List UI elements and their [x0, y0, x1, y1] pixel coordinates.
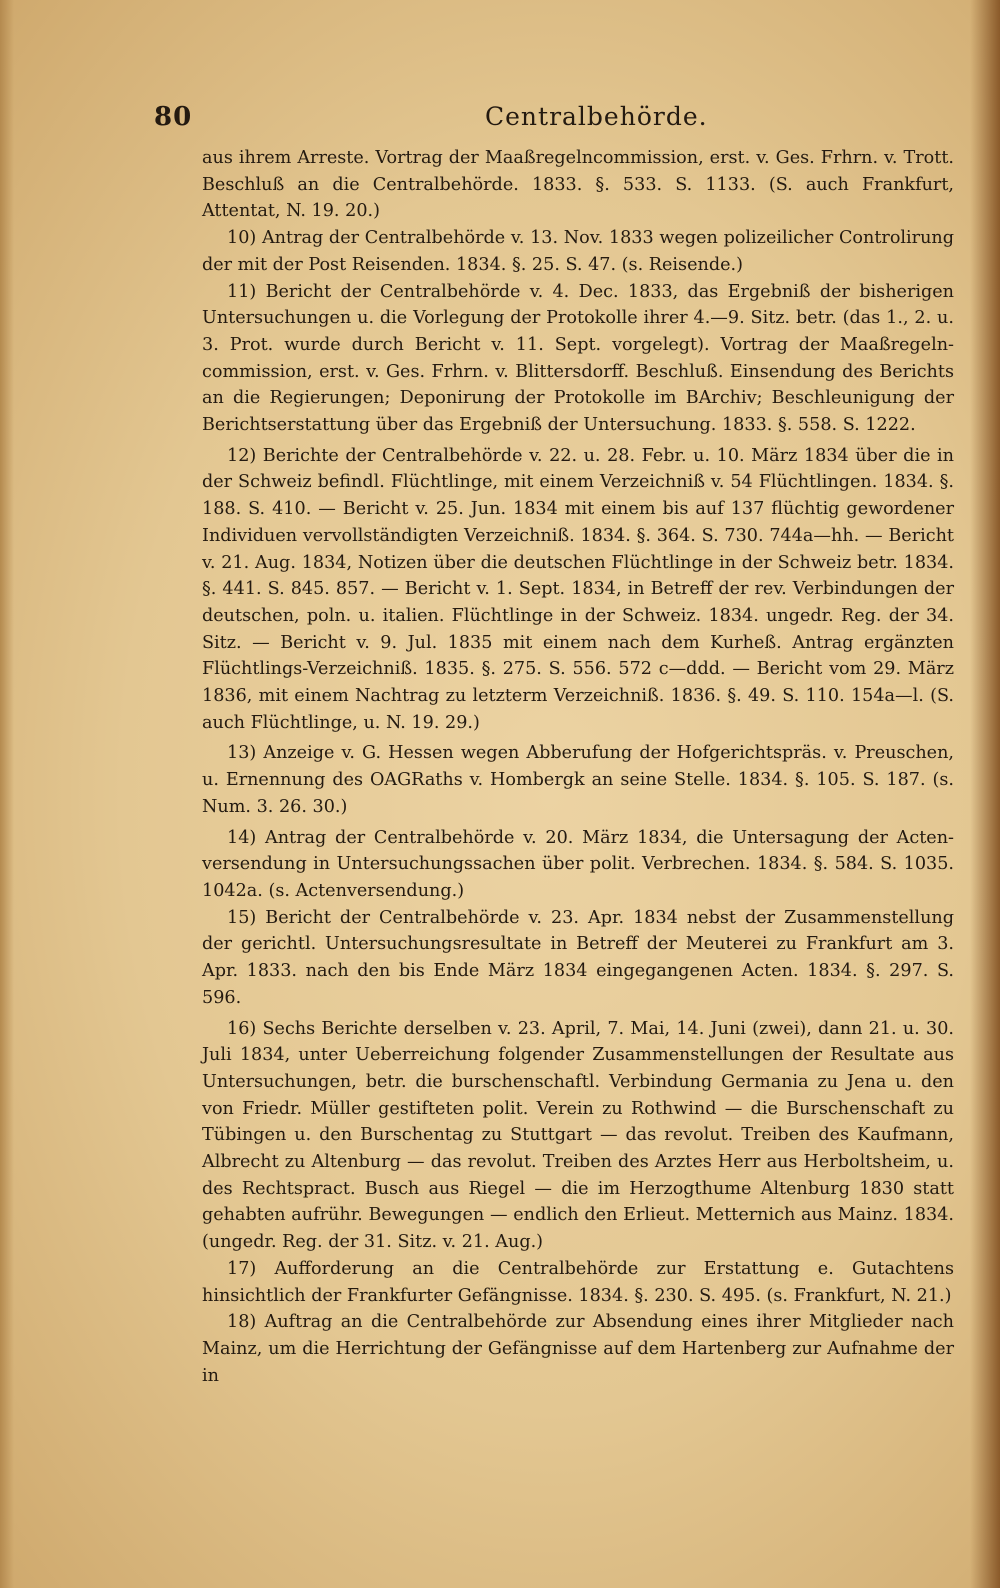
- entry-14: 14) Antrag der Centralbehörde v. 20. März 1834, die Untersagung der Acten-versendung in Untersuchungssachen über polit. Verbrechen. 1834. §. 584. S. 1035. 1042a. (s. Actenversendung.): [202, 827, 954, 901]
- entry-18: 18) Auftrag an die Centralbehörde zur Absendung eines ihrer Mitglieder nach Mainz, um die Herrichtung der Gefängnisse auf dem Hartenberg zur Aufnahme der in: [202, 1312, 954, 1386]
- entry-12: 12) Berichte der Centralbehörde v. 22. u. 28. Febr. u. 10. März 1834 über die in der Schweiz befindl. Flüchtlinge, mit einem Verzeichniß v. 54 Flüchtlingen. 1834. §. 188. S. 410. — Bericht v. 25. Jun. 1834 mit einem bis auf 137 flüchtig gewordener Individuen vervollständigten Verzeichniß. 1834. §. 364. S. 730. 744a—hh. — Bericht v. 21. Aug. 1834, Notizen über die deutschen Flüchtlinge in der Schweiz betr. 1834. §. 441. S. 845. 857. — Bericht v. 1. Sept. 1834, in Betreff der rev. Verbindungen der deutschen, poln. u. italien. Flüchtlinge in der Schweiz. 1834. ungedr. Reg. der 34. Sitz. — Bericht v. 9. Jul. 1835 mit einem nach dem Kurheß. Antrag ergänzten Flüchtlings-Verzeichniß. 1835. §. 275. S. 556. 572 c—ddd. — Bericht vom 29. März 1836, mit einem Nachtrag zu letzterm Verzeichniß. 1836. §. 49. S. 110. 154a—l. (S. auch Flüchtlinge, u. N. 19. 29.): [202, 445, 954, 733]
- entry-13: 13) Anzeige v. G. Hessen wegen Abberufung der Hofgerichtspräs. v. Preuschen, u. Ernennung des OAGRaths v. Hombergk an seine Stelle. 1834. §. 105. S. 187. (s. Num. 3. 26. 30.): [202, 743, 954, 817]
- entry-10: 10) Antrag der Centralbehörde v. 13. Nov. 1833 wegen polizeilicher Controlirung der mit der Post Reisenden. 1834. §. 25. S. 47. (s. Reisende.): [202, 228, 954, 275]
- page-body: [202, 145, 954, 1389]
- entry-16: 16) Sechs Berichte derselben v. 23. April, 7. Mai, 14. Juni (zwei), dann 21. u. 30. Juli 1834, unter Ueberreichung folgender Zusammenstellungen der Resultate aus Untersuchungen, betr. die burschenschaftl. Verbindung Germania zu Jena u. den von Friedr. Müller gestifteten polit. Verein zu Rothwind — die Burschenschaft zu Tübingen u. den Burschentag zu Stuttgart — das revolut. Treiben des Kaufmann, Albrecht zu Altenburg — das revolut. Treiben des Arztes Herr aus Herboltsheim, u. des Rechtspract. Busch aus Riegel — die im Herzogthume Altenburg 1830 statt gehabten aufrühr. Bewegungen — endlich den Erlieut. Metternich aus Mainz. 1834. (ungedr. Reg. der 31. Sitz. v. 21. Aug.): [202, 1018, 954, 1253]
- entry-11: 11) Bericht der Centralbehörde v. 4. Dec. 1833, das Ergebniß der bisherigen Untersuchungen u. die Vorlegung der Protokolle ihrer 4.—9. Sitz. betr. (das 1., 2. u. 3. Prot. wurde durch Bericht v. 11. Sept. vorgelegt). Vortrag der Maaßregeln-commission, erst. v. Ges. Frhrn. v. Blittersdorff. Beschluß. Einsendung des Berichts an die Regierungen; Deponirung der Protokolle im BArchiv; Beschleunigung der Berichtserstattung über das Ergebniß der Untersuchung. 1833. §. 558. S. 1222.: [202, 281, 954, 436]
- entry-17: 17) Aufforderung an die Centralbehörde zur Erstattung e. Gutachtens hinsichtlich der Frankfurter Gefängnisse. 1834. §. 230. S. 495. (s. Frankfurt, N. 21.): [202, 1258, 954, 1306]
- page-gutter-shadow: [0, 0, 14, 1588]
- page-number: 80: [154, 102, 193, 132]
- page-edge-shadow: [970, 0, 1000, 1588]
- running-head: Centralbehörde.: [485, 102, 708, 131]
- entry-15: 15) Bericht der Centralbehörde v. 23. Apr. 1834 nebst der Zusammenstellung der gerichtl. Untersuchungsresultate in Betreff der Meuterei zu Frankfurt am 3. Apr. 1833. nach den bis Ende März 1834 eingegangenen Acten. 1834. §. 297. S. 596.: [202, 907, 954, 1008]
- paragraph-continuation: aus ihrem Arreste. Vortrag der Maaßregelncommission, erst. v. Ges. Frhrn. v. Trott. Beschluß an die Centralbehörde. 1833. §. 533. S. 1133. (S. auch Frankfurt, Attentat, N. 19. 20.): [202, 148, 954, 222]
- page-header: [150, 100, 950, 140]
